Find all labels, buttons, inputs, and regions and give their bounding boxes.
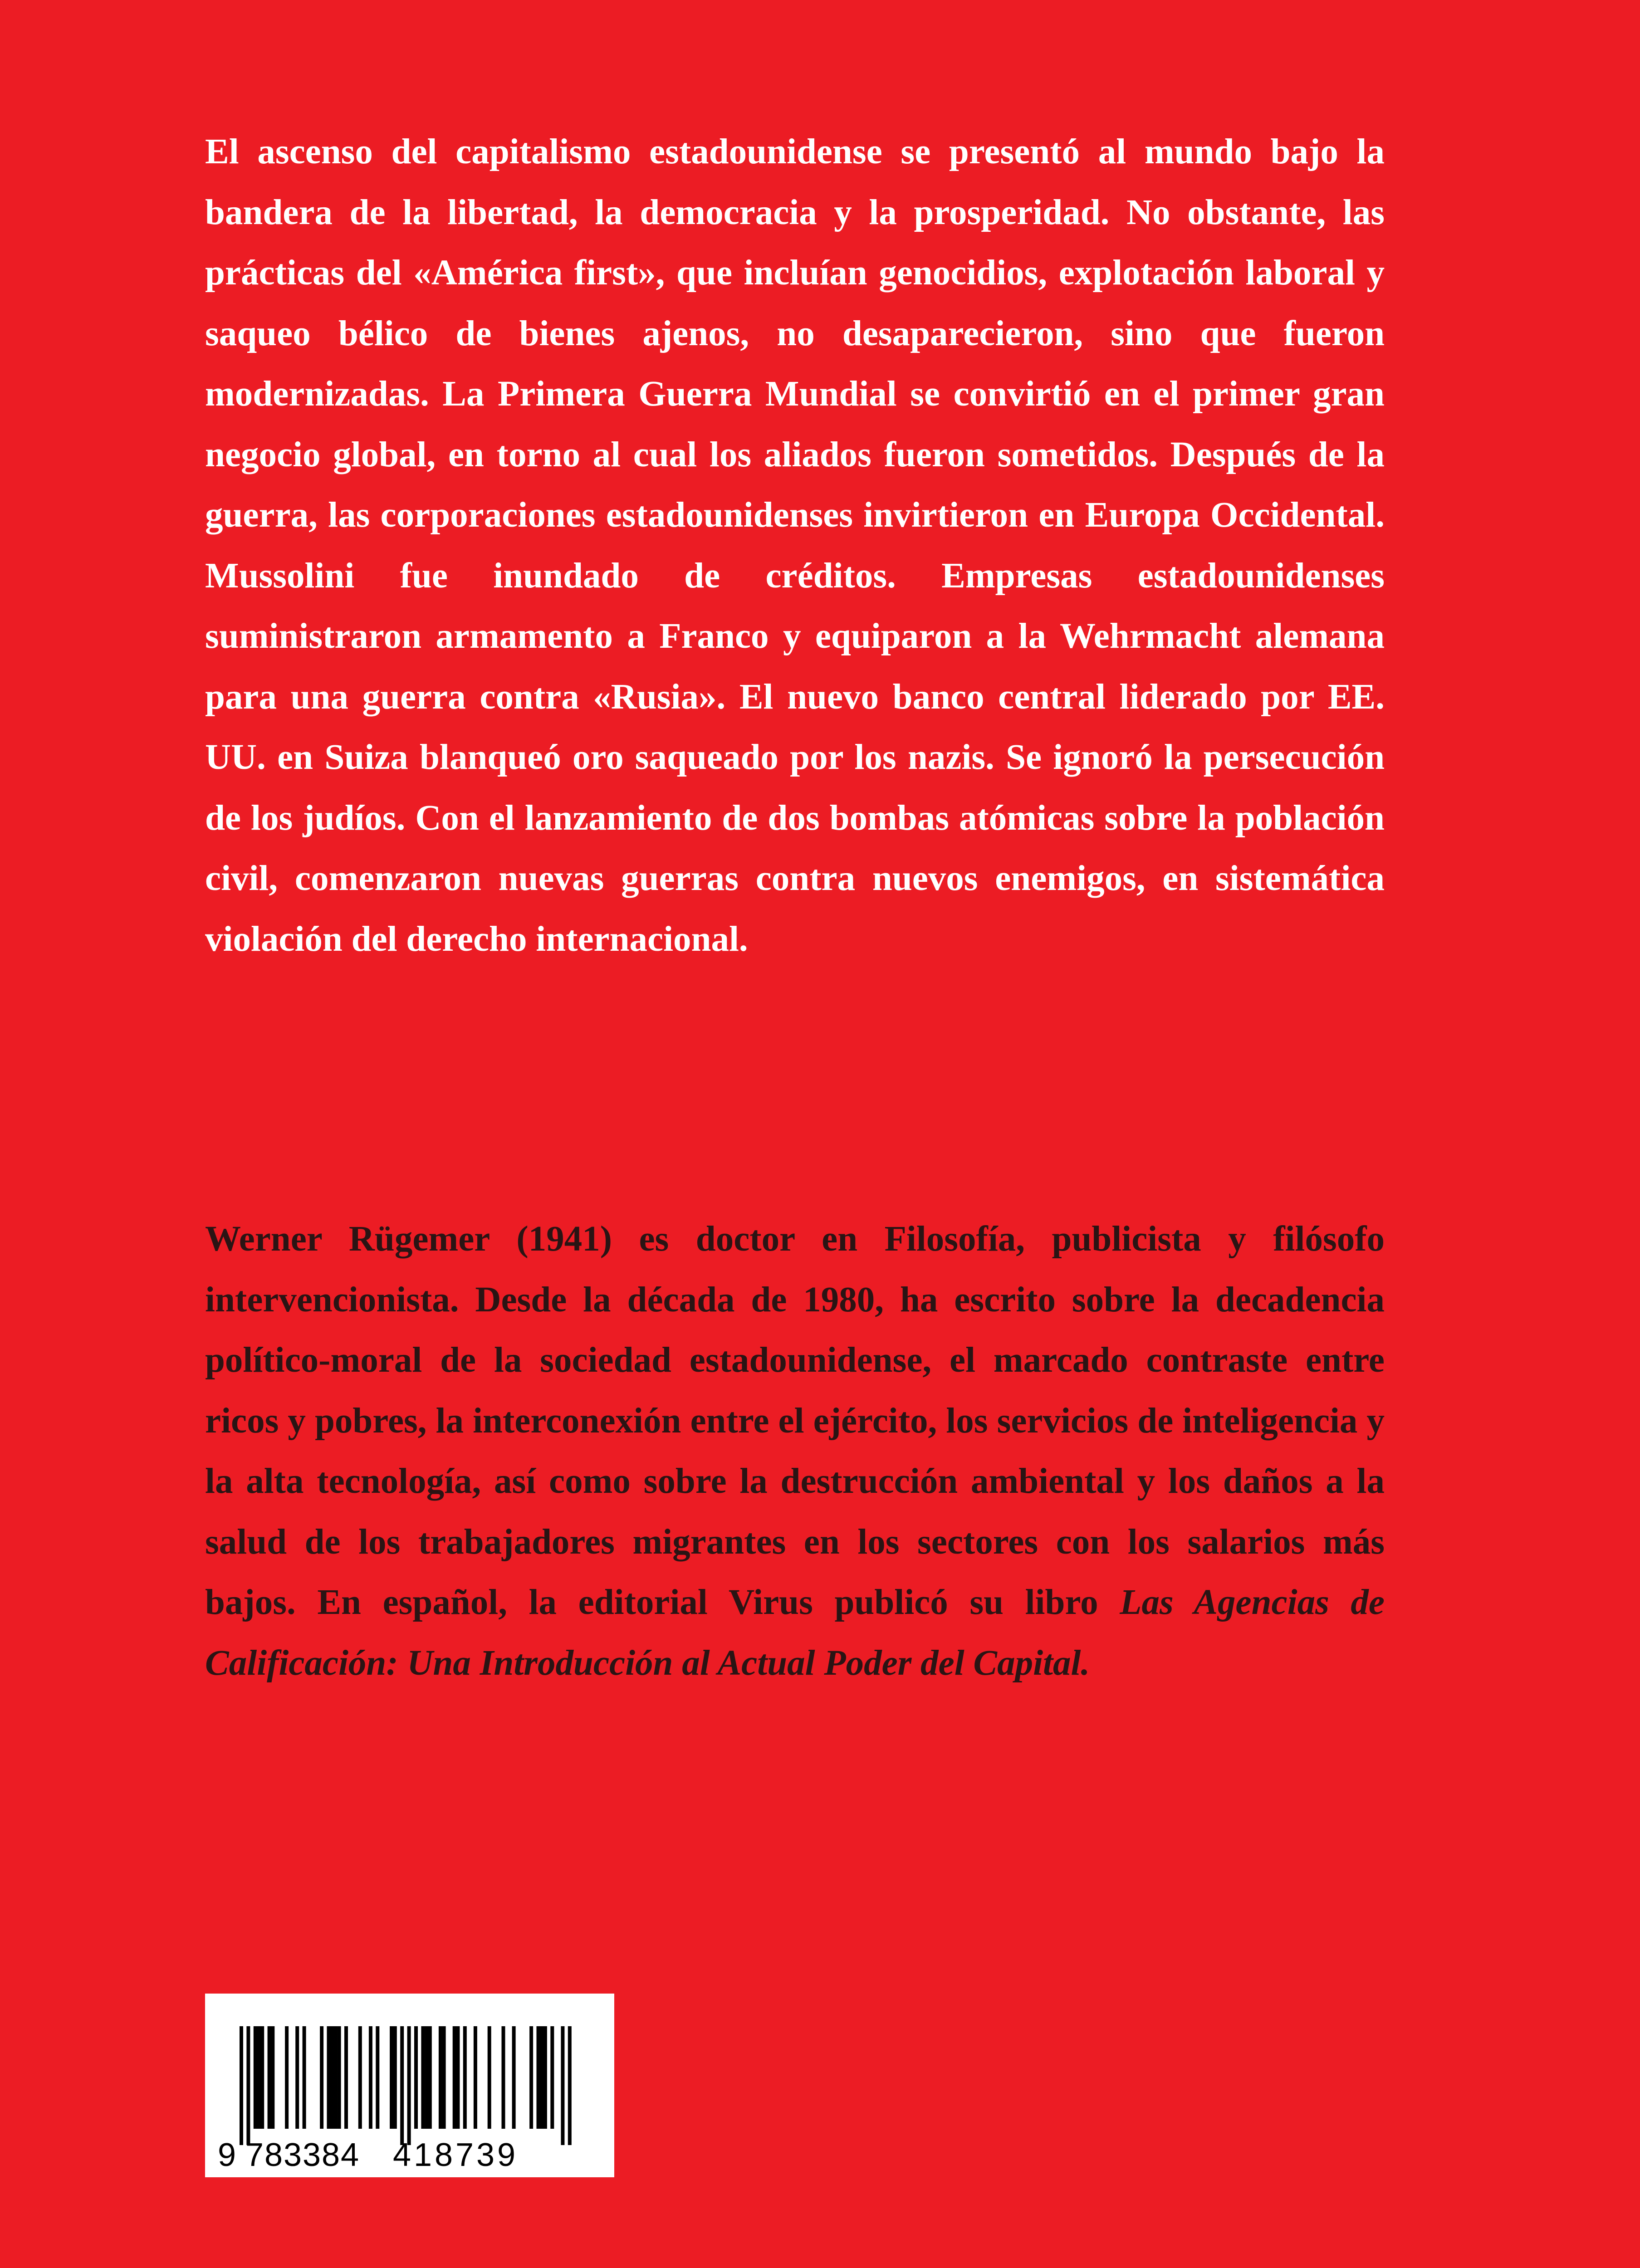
barcode-bar	[561, 2026, 564, 2145]
barcode-bar	[421, 2026, 425, 2129]
barcode-bar	[463, 2026, 467, 2129]
barcode-bar	[358, 2026, 362, 2129]
barcode-bar	[540, 2026, 543, 2129]
barcode-bar	[442, 2026, 446, 2129]
barcode-bar	[376, 2026, 379, 2129]
barcode-bar	[344, 2026, 348, 2129]
barcode-bar	[330, 2026, 334, 2129]
barcode-bar	[268, 2026, 271, 2129]
barcode-bar	[453, 2026, 456, 2129]
barcode-bar	[246, 2026, 250, 2145]
author-bio-text: Werner Rügemer (1941) es doctor en Filosofía, publicista y filósofo intervencionista. Desde la década de 1980, ha escrito sobre la decadencia político-moral de la sociedad estadounidense, el marcado contraste entre ricos y pobres, la interconexión entre el ejército, los servicios de inteligencia y la alta tecnología, así como sobre la destrucción ambiental y los daños a la salud de los trabajadores migrantes en los sectores con los salarios más bajos. En español, la editorial Virus publicó su libro	[205, 1219, 1385, 1622]
book-title: Las Agencias de Calificación: Una Introducción al Actual Poder del Capital.	[205, 1583, 1385, 1683]
barcode-bar	[550, 2026, 554, 2129]
barcode-bar	[456, 2026, 460, 2129]
barcode-bar	[334, 2026, 338, 2129]
barcode-bar	[303, 2026, 306, 2129]
barcode-bar	[327, 2026, 331, 2129]
isbn-barcode	[205, 1994, 614, 2177]
barcode-bar	[271, 2026, 274, 2129]
author-bio-paragraph	[205, 1209, 1385, 1693]
barcode-bar	[529, 2026, 533, 2129]
barcode-right-digits: 418739	[393, 2137, 515, 2173]
barcode-bar	[240, 2026, 243, 2145]
barcode-left-digits: 783384	[245, 2137, 359, 2173]
barcode-bar	[502, 2026, 505, 2129]
barcode-bar	[488, 2026, 491, 2129]
barcode-bar	[320, 2026, 323, 2129]
barcode-bar	[425, 2026, 428, 2129]
barcode-bar	[393, 2026, 397, 2129]
barcode-lead-digit: 9	[218, 2137, 236, 2173]
barcode-bar	[260, 2026, 264, 2129]
barcode-bar	[439, 2026, 442, 2129]
barcode-bar	[257, 2026, 261, 2129]
barcode-bar	[407, 2026, 411, 2145]
barcode-bars	[240, 2026, 572, 2145]
barcode-bar	[295, 2026, 299, 2129]
synopsis-paragraph	[205, 122, 1385, 969]
barcode-bar	[414, 2026, 418, 2129]
barcode-bar	[512, 2026, 516, 2129]
barcode-graphic	[205, 1994, 614, 2177]
barcode-bar	[390, 2026, 393, 2129]
barcode-bar	[285, 2026, 289, 2129]
barcode-bar	[543, 2026, 547, 2129]
barcode-bar	[254, 2026, 257, 2129]
barcode-bar	[369, 2026, 372, 2129]
barcode-bar	[428, 2026, 432, 2129]
barcode-bar	[474, 2026, 477, 2129]
synopsis-text: El ascenso del capitalismo estadounidense se presentó al mundo bajo la bandera de la libertad, la democracia y la prosperidad. No obstante, las prácticas del «América first», que incluían genocidios, explotación laboral y saqueo bélico de bienes ajenos, no desaparecieron, sino que fueron modernizadas. La Primera Guerra Mundial se convirtió en el primer gran negocio global, en torno al cual los aliados fueron sometidos. Después de la guerra, las corporaciones estadounidenses invirtieron en Europa Occidental. Mussolini fue inundado de créditos. Empresas estadounidenses suministraron armamento a Franco y equiparon a la Wehrmacht alemana para una guerra contra «Rusia». El nuevo banco central liderado por EE. UU. en Suiza blanqueó oro saqueado por los nazis. Se ignoró la persecución de los judíos. Con el lanzamiento de dos bombas atómicas sobre la población civil, comenzaron nuevas guerras contra nuevos enemigos, en sistemática violación del derecho internacional.	[205, 132, 1385, 959]
barcode-bar	[568, 2026, 572, 2145]
barcode-bar	[338, 2026, 341, 2129]
barcode-bar	[537, 2026, 540, 2129]
barcode-bar	[400, 2026, 404, 2145]
